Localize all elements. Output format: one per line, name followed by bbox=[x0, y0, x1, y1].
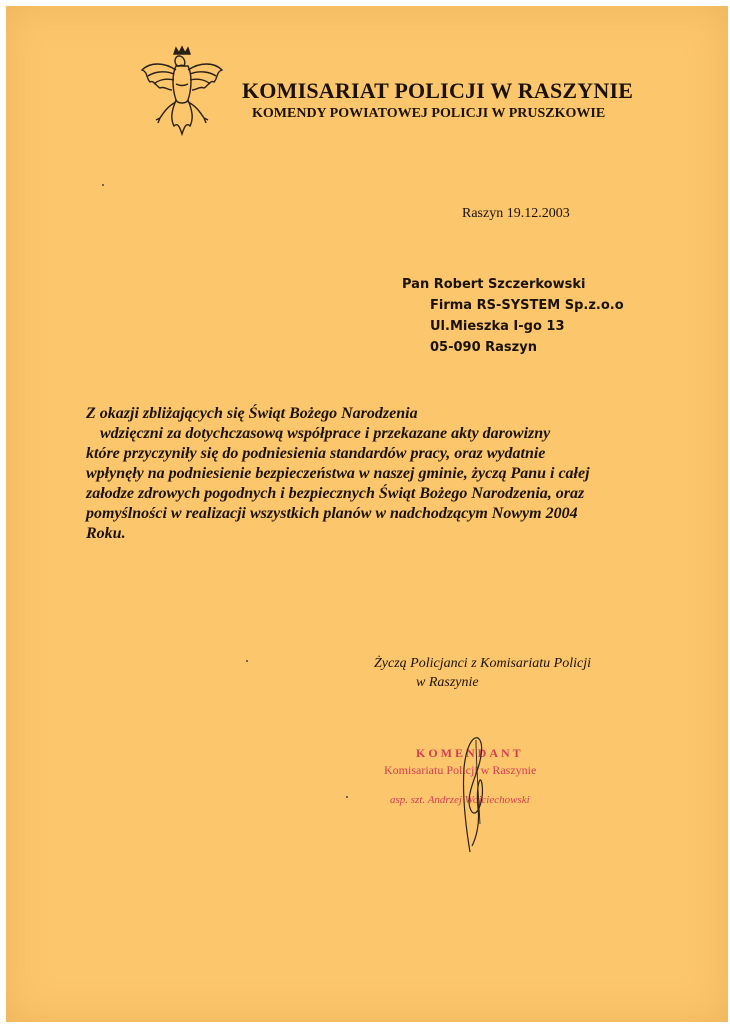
closing-line: Życzą Policjanci z Komisariatu Policji bbox=[374, 656, 591, 671]
body-line: wpłynęły na podniesienie bezpieczeństwa w naszej gminie, życzą Panu i całej bbox=[86, 465, 590, 482]
body-line: które przyczyniły się do podniesienia standardów pracy, oraz wydatnie bbox=[86, 445, 546, 462]
handwritten-signature bbox=[436, 728, 516, 858]
paper-speck bbox=[102, 184, 104, 186]
body-line: Z okazji zbliżających się Świąt Bożego Narodzenia bbox=[86, 405, 418, 422]
polish-eagle-emblem-icon bbox=[134, 44, 230, 140]
letter-date: Raszyn 19.12.2003 bbox=[462, 206, 570, 221]
body-line: Roku. bbox=[86, 525, 126, 542]
header-subtitle: KOMENDY POWIATOWEJ POLICJI W PRUSZKOWIE bbox=[252, 106, 606, 121]
recipient-company: Firma RS-SYSTEM Sp.z.o.o bbox=[430, 298, 624, 313]
stamp-name: asp. szt. Andrzej Wojciechowski bbox=[390, 794, 530, 806]
body-line: załodze zdrowych pogodnych i bezpiecznych Świąt Bożego Narodzenia, oraz bbox=[86, 485, 585, 502]
body-line: pomyślności w realizacji wszystkich planów w nadchodzącym Nowym 2004 bbox=[86, 505, 578, 522]
recipient-street: Ul.Mieszka I-go 13 bbox=[430, 319, 565, 334]
stamp-office: Komisariatu Policji w Raszynie bbox=[384, 763, 537, 777]
letter-page bbox=[6, 6, 728, 1022]
body-line: wdzięczni za dotychczasową współprace i przekazane akty darowizny bbox=[100, 425, 551, 442]
recipient-address bbox=[402, 274, 624, 358]
closing-greeting bbox=[374, 654, 591, 692]
closing-line: w Raszynie bbox=[416, 675, 479, 690]
paper-speck bbox=[246, 660, 248, 662]
recipient-name: Pan Robert Szczerkowski bbox=[402, 277, 586, 292]
header-title: KOMISARIAT POLICJI W RASZYNIE bbox=[242, 78, 634, 103]
paper-speck bbox=[346, 796, 348, 798]
letter-body bbox=[86, 404, 646, 544]
recipient-city: 05-090 Raszyn bbox=[430, 340, 537, 355]
stamp-title: KOMENDANT bbox=[416, 746, 524, 760]
